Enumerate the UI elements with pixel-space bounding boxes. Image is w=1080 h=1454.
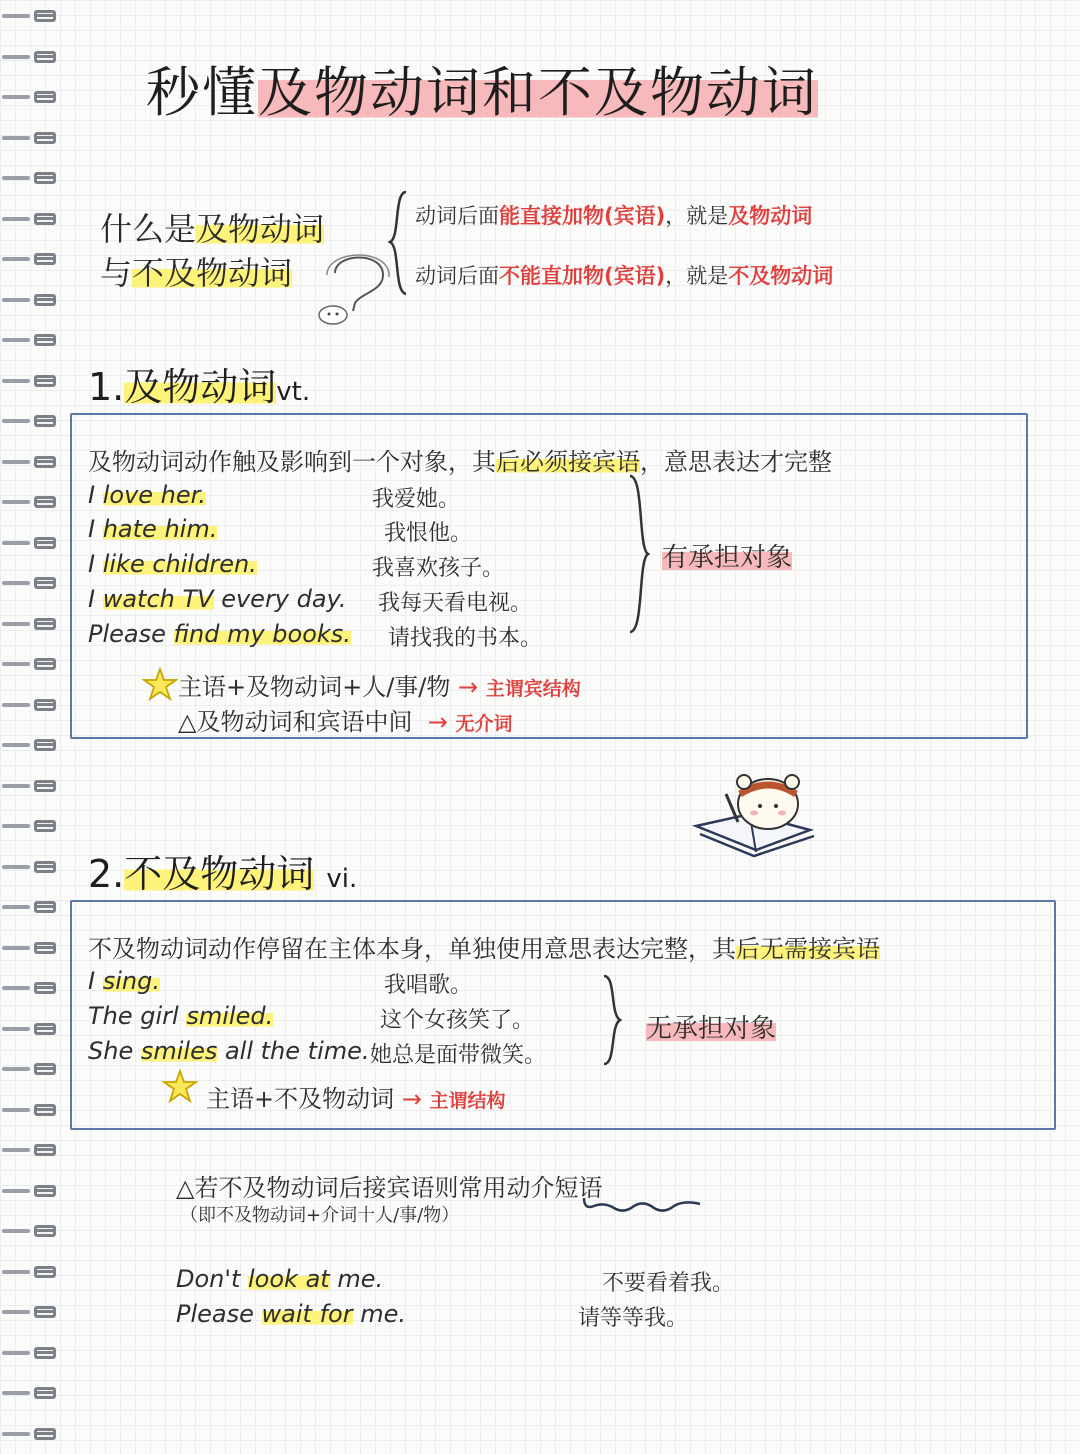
spiral-ring — [2, 1266, 56, 1280]
star-icon — [162, 1068, 198, 1106]
spiral-ring — [2, 456, 56, 470]
text-segment: ，就是 — [665, 204, 729, 228]
text-segment: 不及物动词 — [132, 254, 293, 292]
section1-example-cn: 我喜欢孩子。 — [372, 556, 505, 581]
text-segment: △及物动词和宾语中间 — [178, 708, 413, 736]
section1-example-cn: 我每天看电视。 — [378, 591, 533, 616]
text-segment: 及物动词 — [196, 210, 325, 248]
text-segment: → — [401, 1085, 422, 1113]
text-segment: 什么是 — [100, 210, 197, 248]
text-segment: 主语+及物动词+人/事/物 — [178, 673, 451, 701]
text-segment: Don't — [176, 1265, 249, 1293]
section2-example-en — [88, 1037, 370, 1065]
text-segment: 能直接加物(宾语) — [499, 204, 666, 228]
text-segment: smiles — [140, 1037, 218, 1065]
spiral-ring — [2, 537, 56, 551]
spiral-ring — [2, 51, 56, 65]
text-segment: 后无需接宾语 — [736, 935, 880, 963]
text-segment: The girl — [88, 1002, 187, 1030]
spiral-ring — [2, 1387, 56, 1401]
section1-example-cn: 请找我的书本。 — [388, 626, 543, 651]
spiral-ring — [2, 820, 56, 834]
spiral-ring — [2, 1225, 56, 1239]
section2-example-en — [88, 1002, 273, 1030]
text-segment: sing. — [102, 967, 160, 995]
spiral-ring — [2, 1306, 56, 1320]
text-segment: 2. — [88, 852, 125, 896]
section1-example-en — [88, 481, 206, 509]
text-segment: 主语+不及物动词 — [206, 1085, 395, 1113]
text-segment: 不及物动词 — [728, 264, 834, 288]
section2-example-cn: 我唱歌。 — [384, 973, 473, 998]
section1-example-en — [88, 585, 347, 613]
section3-example-cn: 不要看着我。 — [602, 1271, 735, 1296]
text-segment: 不及物动词 — [124, 852, 315, 896]
intro-question-line2 — [100, 248, 292, 294]
section2-heading — [88, 843, 357, 898]
text-segment: I — [88, 481, 103, 509]
section3-note-sub: （即不及物动词+介词十人/事/物） — [180, 1205, 460, 1226]
spiral-ring — [2, 1144, 56, 1158]
spiral-ring — [2, 132, 56, 146]
spiral-ring — [2, 942, 56, 956]
text-segment: 主谓宾结构 — [485, 678, 581, 700]
section2-example-cn: 这个女孩笑了。 — [380, 1008, 535, 1033]
text-segment: 主谓结构 — [429, 1090, 506, 1112]
section2-bracket-icon — [598, 974, 622, 1066]
text-segment: 不及物动词动作停留在主体本身，单独使用意思表达完整，其 — [88, 935, 736, 963]
text-segment: I — [88, 585, 103, 613]
spiral-ring — [2, 415, 56, 429]
section2-example-en — [88, 967, 160, 995]
text-segment: Please — [88, 620, 174, 648]
definition-intransitive — [415, 260, 833, 290]
text-segment: 动词后面 — [415, 264, 499, 288]
text-segment: Please — [176, 1300, 262, 1328]
title-part2: 及物动词和 — [258, 61, 538, 124]
text-segment: ，意思表达才完整 — [640, 448, 832, 476]
text-segment: me. — [352, 1300, 406, 1328]
section3-note — [176, 1168, 602, 1203]
section1-example-en — [88, 620, 351, 648]
spiral-ring — [2, 496, 56, 510]
definition-brace-icon — [388, 190, 410, 296]
text-segment: 与 — [100, 254, 133, 292]
text-segment: love her. — [102, 481, 206, 509]
section1-rule2 — [178, 702, 513, 737]
star-icon — [142, 666, 178, 702]
spiral-ring — [2, 1023, 56, 1037]
text-segment: I — [88, 550, 103, 578]
text-segment: every day. — [213, 585, 347, 613]
spiral-ring — [2, 172, 56, 186]
section1-example-en — [88, 550, 257, 578]
section2-bracket-label — [646, 1008, 776, 1045]
spiral-binding — [0, 0, 60, 1454]
text-segment: 无承担对象 — [646, 1014, 777, 1044]
text-segment: 有承担对象 — [662, 543, 793, 573]
text-segment: ，就是 — [665, 264, 729, 288]
spiral-ring — [2, 739, 56, 753]
section1-heading — [88, 356, 310, 411]
text-segment: → — [458, 673, 479, 701]
spiral-ring — [2, 861, 56, 875]
text-segment: hate him. — [102, 515, 218, 543]
spiral-ring — [2, 780, 56, 794]
spiral-ring — [2, 334, 56, 348]
text-segment: smiled. — [186, 1002, 274, 1030]
spiral-ring — [2, 618, 56, 632]
text-segment: I — [88, 967, 103, 995]
spiral-ring — [2, 375, 56, 389]
section1-description — [88, 442, 832, 477]
spiral-ring — [2, 901, 56, 915]
bear-reading-sticker — [690, 764, 820, 864]
section3-example-en — [176, 1265, 383, 1293]
text-segment: 及物动词动作触及影响到一个对象，其 — [88, 448, 496, 476]
section1-example-en — [88, 515, 217, 543]
text-segment: I — [88, 515, 103, 543]
spiral-ring — [2, 253, 56, 267]
spiral-ring — [2, 1063, 56, 1077]
text-segment: △若不及物动词后接宾语则常用 — [176, 1174, 507, 1202]
text-segment: like children. — [102, 550, 257, 578]
title-part1: 秒懂 — [146, 61, 258, 124]
text-segment: 动词后面 — [415, 204, 499, 228]
spiral-ring — [2, 699, 56, 713]
text-segment: 动介短语 — [506, 1174, 603, 1202]
section3-example-cn: 请等等我。 — [578, 1306, 689, 1331]
text-segment: vi. — [326, 864, 358, 894]
intro-question-line1 — [100, 204, 324, 250]
text-segment: 无介词 — [455, 713, 513, 735]
section1-bracket-label — [662, 537, 792, 574]
spiral-ring — [2, 1104, 56, 1118]
section1-example-cn: 我爱她。 — [372, 487, 461, 512]
text-segment: find my books. — [173, 620, 351, 648]
spiral-ring — [2, 10, 56, 24]
text-segment: me. — [329, 1265, 384, 1293]
section3-example-en — [176, 1300, 406, 1328]
text-segment: wait for — [261, 1300, 353, 1328]
text-segment: → — [427, 708, 448, 736]
text-segment: vt. — [276, 377, 311, 407]
spiral-ring — [2, 1185, 56, 1199]
wavy-underline-icon — [580, 1194, 704, 1214]
text-segment: 1. — [88, 365, 125, 409]
spiral-ring — [2, 982, 56, 996]
section2-rule1 — [206, 1079, 506, 1114]
spiral-ring — [2, 1428, 56, 1442]
text-segment: all the time. — [217, 1037, 370, 1065]
page-title — [146, 50, 818, 127]
spiral-ring — [2, 294, 56, 308]
text-segment: She — [88, 1037, 141, 1065]
section2-example-cn: 她总是面带微笑。 — [370, 1043, 547, 1068]
spiral-ring — [2, 658, 56, 672]
spiral-ring — [2, 577, 56, 591]
question-mark-doodle — [305, 245, 395, 330]
section1-rule1 — [178, 667, 581, 702]
text-segment: watch TV — [102, 585, 214, 613]
text-segment: 不能直加物(宾语) — [499, 264, 666, 288]
spiral-ring — [2, 91, 56, 105]
section1-example-cn: 我恨他。 — [384, 521, 473, 546]
spiral-ring — [2, 1347, 56, 1361]
section2-description — [88, 929, 880, 964]
title-part3: 不及物动词 — [538, 61, 818, 124]
text-segment: 及物动词 — [728, 204, 813, 228]
text-segment: look at — [248, 1265, 330, 1293]
text-segment: 及物动词 — [124, 365, 277, 409]
definition-transitive — [415, 200, 812, 230]
section1-bracket-icon — [624, 474, 650, 634]
text-segment: 后必须接宾语 — [496, 448, 640, 476]
spiral-ring — [2, 213, 56, 227]
